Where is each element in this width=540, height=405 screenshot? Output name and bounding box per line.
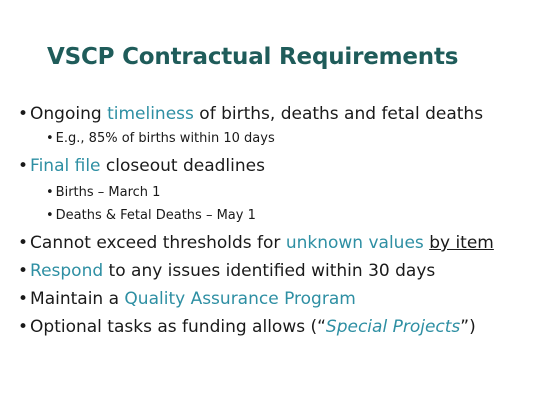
bullet-icon: • <box>18 156 29 176</box>
bullet-item <box>18 289 356 309</box>
highlighted-text: unknown values <box>285 233 424 253</box>
bullet-text: closeout deadlines <box>100 156 265 176</box>
bullet-icon: • <box>46 131 54 146</box>
bullet-item <box>18 317 476 337</box>
bullet-text: Maintain a <box>30 289 125 309</box>
sub-bullet-item <box>46 185 160 200</box>
sub-bullet-item <box>46 131 275 146</box>
highlighted-text: Quality Assurance Program <box>124 289 356 309</box>
bullet-text: to any issues identified within 30 days <box>103 261 436 281</box>
bullet-icon: • <box>18 261 29 281</box>
bullet-icon: • <box>18 289 29 309</box>
highlighted-text: timeliness <box>107 104 194 124</box>
bullet-icon: • <box>18 233 29 253</box>
bullet-icon: • <box>18 317 29 337</box>
slide-title: VSCP Contractual Requirements <box>47 44 459 70</box>
bullet-text: E.g., 85% of births within 10 days <box>55 131 275 146</box>
bullet-item <box>18 156 265 176</box>
highlighted-text: Final file <box>30 156 101 176</box>
sub-bullet-item <box>46 208 256 223</box>
bullet-text: Cannot exceed thresholds for <box>30 233 286 253</box>
highlighted-text: Special Projects <box>325 317 461 337</box>
bullet-text: of births, deaths and fetal deaths <box>193 104 484 124</box>
bullet-icon: • <box>46 208 54 223</box>
bullet-icon: • <box>46 185 54 200</box>
bullet-text: ”) <box>460 317 476 337</box>
bullet-text: Optional tasks as funding allows (“ <box>30 317 326 337</box>
bullet-item <box>18 233 494 253</box>
bullet-text: Deaths & Fetal Deaths – May 1 <box>55 208 256 223</box>
bullet-text: Ongoing <box>30 104 108 124</box>
bullet-text: Births – March 1 <box>55 185 161 200</box>
bullet-item <box>18 261 435 281</box>
bullet-item <box>18 104 483 124</box>
bullet-text: by item <box>429 233 494 253</box>
highlighted-text: Respond <box>30 261 104 281</box>
bullet-icon: • <box>18 104 29 124</box>
